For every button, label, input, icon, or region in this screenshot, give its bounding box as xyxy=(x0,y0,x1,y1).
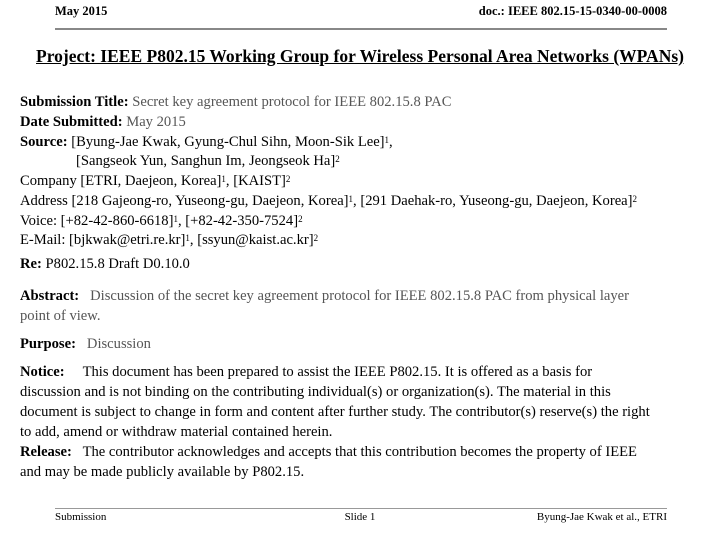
date-line xyxy=(20,113,186,131)
source-line-2 xyxy=(76,152,340,170)
re-value: P802.15.8 Draft D0.10.0 xyxy=(45,256,190,272)
footer-slide-number: Slide 1 xyxy=(344,511,376,523)
label: Release: xyxy=(20,444,72,460)
label: Submission Title: xyxy=(20,94,129,110)
sup: 2 xyxy=(632,194,638,204)
footer-left: Submission xyxy=(55,511,107,523)
sup: 1 xyxy=(384,135,390,145)
header-doc-id: doc.: IEEE 802.15-15-0340-00-0008 xyxy=(478,4,667,18)
header-date: May 2015 xyxy=(55,4,108,18)
project-title: Project: IEEE P802.15 Working Group for Wireless Personal Area Networks (WPANs) xyxy=(36,46,684,66)
label: Notice: xyxy=(20,364,65,380)
company-2: , [KAIST] xyxy=(225,173,286,189)
notice-line-4: to add, amend or withdraw material contained herein. xyxy=(20,424,333,440)
abstract-line-2: point of view. xyxy=(20,308,101,324)
submission-title-line xyxy=(20,93,451,111)
sup: 1 xyxy=(221,174,226,184)
abstract-line-1 xyxy=(20,287,629,305)
label: Purpose: xyxy=(20,336,76,352)
voice-line xyxy=(20,212,303,230)
re-line xyxy=(20,255,190,273)
voice-2: , [+82-42-350-7524] xyxy=(177,213,299,229)
email-1: E-Mail: [bjkwak@etri.re.kr] xyxy=(20,232,186,248)
notice-text: This document has been prepared to assist the IEEE P802.15. It is offered as a basis for xyxy=(82,364,593,380)
release-line-2: and may be made publicly available by P802.15. xyxy=(20,464,305,480)
release-text: The contributor acknowledges and accepts that this contribution becomes the property of IEEE xyxy=(82,444,637,460)
sup: 1 xyxy=(185,233,190,243)
company-line xyxy=(20,172,290,190)
source-line-1 xyxy=(20,133,393,151)
label: Source: xyxy=(20,134,68,150)
label: Date Submitted: xyxy=(20,114,123,130)
label: Re: xyxy=(20,256,42,272)
sup: 1 xyxy=(173,214,178,224)
email-2: , [ssyun@kaist.ac.kr] xyxy=(189,232,314,248)
purpose-value: Discussion xyxy=(86,336,151,352)
footer-divider xyxy=(55,508,667,509)
sup: 2 xyxy=(335,154,340,164)
notice-line-1 xyxy=(20,363,592,381)
email-line xyxy=(20,231,318,249)
purpose-line xyxy=(20,335,151,353)
footer-author: Byung-Jae Kwak et al., ETRI xyxy=(536,511,667,523)
company-1: Company [ETRI, Daejeon, Korea] xyxy=(20,173,222,189)
address-2: , [291 Daehak-ro, Yuseong-gu, Daejeon, Korea] xyxy=(353,193,633,209)
submission-title: Secret key agreement protocol for IEEE 802.15.8 PAC xyxy=(132,94,452,110)
sup: 2 xyxy=(298,214,303,224)
voice-1: Voice: [+82-42-860-6618] xyxy=(20,213,174,229)
abstract-text: Discussion of the secret key agreement protocol for IEEE 802.15.8 PAC from physical layer xyxy=(90,288,630,304)
source-authors-2: [Sangseok Yun, Sanghun Im, Jeongseok Ha] xyxy=(76,153,336,169)
sup: 1 xyxy=(348,194,354,204)
release-line-1 xyxy=(20,443,637,461)
label: Abstract: xyxy=(20,288,80,304)
comma: , xyxy=(389,134,393,150)
address-1: Address [218 Gajeong-ro, Yuseong-gu, Daejeon, Korea] xyxy=(20,193,349,209)
source-authors-1: [Byung-Jae Kwak, Gyung-Chul Sihn, Moon-Sik Lee] xyxy=(71,134,385,150)
sup: 2 xyxy=(313,233,319,243)
sup: 2 xyxy=(285,174,291,184)
notice-line-3: document is subject to change in form and content after further study. The contributor(s) reserve(s) the right xyxy=(20,404,650,420)
header-divider xyxy=(55,28,667,30)
date-submitted: May 2015 xyxy=(126,114,186,130)
notice-line-2: discussion and is not binding on the contributing individual(s) or organization(s). The material in this xyxy=(20,384,611,400)
address-line xyxy=(20,192,637,210)
